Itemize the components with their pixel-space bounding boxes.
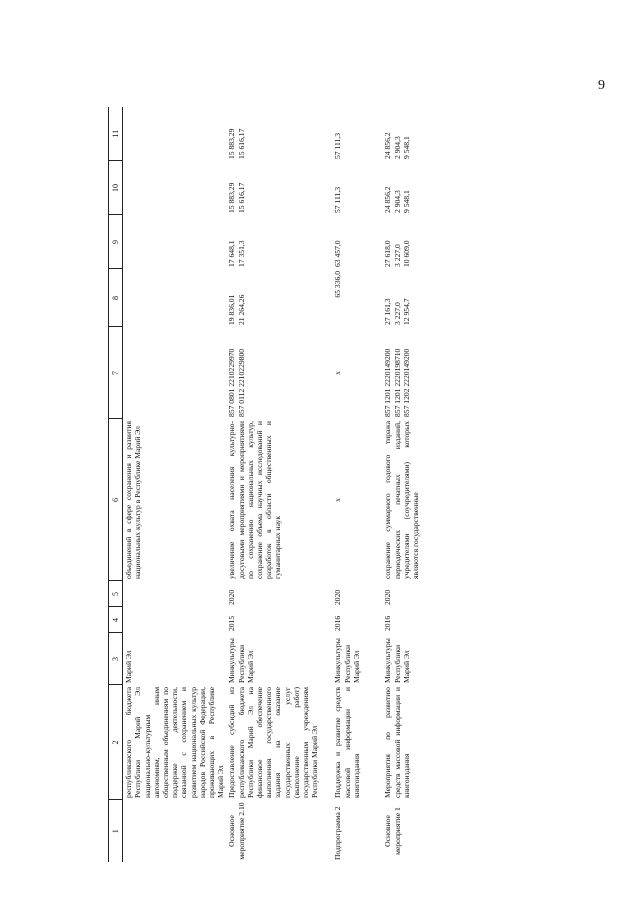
budget-code: 857 0801 2210229970 857 0112 2210229800 bbox=[227, 348, 246, 417]
expected-result: объединений в сфере сохранения и развития национальных культур в Республике Марий Эл bbox=[124, 421, 143, 579]
table-row bbox=[226, 107, 332, 862]
expected-result: увеличение охвата населения культурно-досуговыми мероприятиями и мероприятиями по сохранению национальных культур, сохранение объема научных исследований и разработок в области общественных и гуманитарных наук bbox=[227, 421, 283, 579]
executor: Марий Эл bbox=[124, 650, 134, 683]
col-header: 2 bbox=[109, 685, 123, 800]
amount: 24 856,2 2 904,3 9 548,1 bbox=[383, 132, 411, 159]
col-header: 8 bbox=[109, 269, 123, 327]
column-number-row bbox=[109, 107, 123, 862]
table-row bbox=[332, 107, 382, 862]
amount: 19 836,01 21 264,26 bbox=[227, 294, 246, 325]
col-header: 7 bbox=[109, 327, 123, 419]
end-year: 2020 bbox=[333, 589, 343, 605]
amount: 27 618,0 3 227,0 10 609,0 bbox=[383, 240, 411, 267]
executor: Минкультуры Республики Марий Эл bbox=[333, 638, 361, 683]
row-label: Основное мероприятие 1 bbox=[383, 807, 402, 855]
budget-code: x bbox=[333, 371, 343, 375]
amount bbox=[123, 161, 227, 215]
end-year: 2020 bbox=[227, 589, 237, 605]
budget-code bbox=[123, 327, 227, 419]
amount: 15 883,29 15 616,17 bbox=[227, 128, 246, 159]
budget-code: 857 1201 2220149200 857 1201 2220198710 857 1202 2220149200 bbox=[383, 348, 411, 417]
executor: Минкультуры Республики Марий Эл bbox=[383, 638, 411, 683]
executor: Минкультуры Республики Марий Эл bbox=[227, 638, 255, 683]
amount: 27 161,3 3 227,0 12 954,7 bbox=[383, 298, 411, 325]
col-header: 6 bbox=[109, 419, 123, 581]
col-header: 3 bbox=[109, 633, 123, 685]
program-table bbox=[108, 107, 442, 862]
col-header: 9 bbox=[109, 215, 123, 269]
start-year: 2015 bbox=[227, 615, 237, 631]
amount: 24 856,2 2 904,3 9 548,1 bbox=[383, 186, 411, 213]
activity-name: Предоставление субсидий из республиканского бюджета Республики Марий Эл на финансовое обеспечение выполнения государственного задания на оказание государственных услуг (выполнение работ) государственным учреждениям Республики Марий Эл bbox=[227, 687, 320, 798]
end-year: 2020 bbox=[383, 589, 393, 605]
end-year bbox=[123, 581, 227, 607]
col-header: 4 bbox=[109, 607, 123, 633]
amount: 15 883,29 15 616,17 bbox=[227, 182, 246, 213]
start-year: 2016 bbox=[383, 615, 393, 631]
activity-name: республиканского бюджета Республики Марий Эл национально-культурным автономиям, иным общественным объединениям по поддержке деятельности, связанной с сохранением и развитием национальных культур народов Российской Федерации, проживающих в Республике Марий Эл bbox=[124, 687, 226, 798]
col-header: 10 bbox=[109, 161, 123, 215]
col-header: 11 bbox=[109, 107, 123, 161]
amount: 57 111,3 bbox=[333, 132, 343, 159]
row-label: Основное мероприятие 2.10 bbox=[227, 802, 246, 860]
amount bbox=[123, 107, 227, 161]
amount: 17 648,1 17 351,3 bbox=[227, 240, 246, 267]
start-year bbox=[123, 607, 227, 633]
row-label: Подпрограмма 2 bbox=[333, 806, 343, 860]
activity-name: Мероприятия по развитию средств массовой информации и книгоиздания bbox=[383, 687, 411, 798]
col-header: 5 bbox=[109, 581, 123, 607]
start-year: 2016 bbox=[333, 615, 343, 631]
expected-result: x bbox=[333, 498, 343, 502]
amount: 65 336,0 bbox=[333, 271, 343, 298]
amount bbox=[123, 215, 227, 269]
amount: 57 111,3 bbox=[333, 186, 343, 213]
amount bbox=[123, 269, 227, 327]
rotated-table-container bbox=[108, 107, 528, 862]
amount: 63 457,0 bbox=[333, 240, 343, 267]
row-label bbox=[123, 800, 227, 862]
expected-result: сохранение суммарного годового тиража периодических печатных изданий, учредителями (соучредителями) которых являются государственные bbox=[383, 421, 421, 579]
page-number: 9 bbox=[598, 78, 605, 93]
table-row bbox=[123, 107, 227, 862]
activity-name: Поддержка и развитие средств массовой информации и книгоиздания bbox=[333, 687, 361, 798]
col-header: 1 bbox=[109, 800, 123, 862]
table-row bbox=[382, 107, 442, 862]
